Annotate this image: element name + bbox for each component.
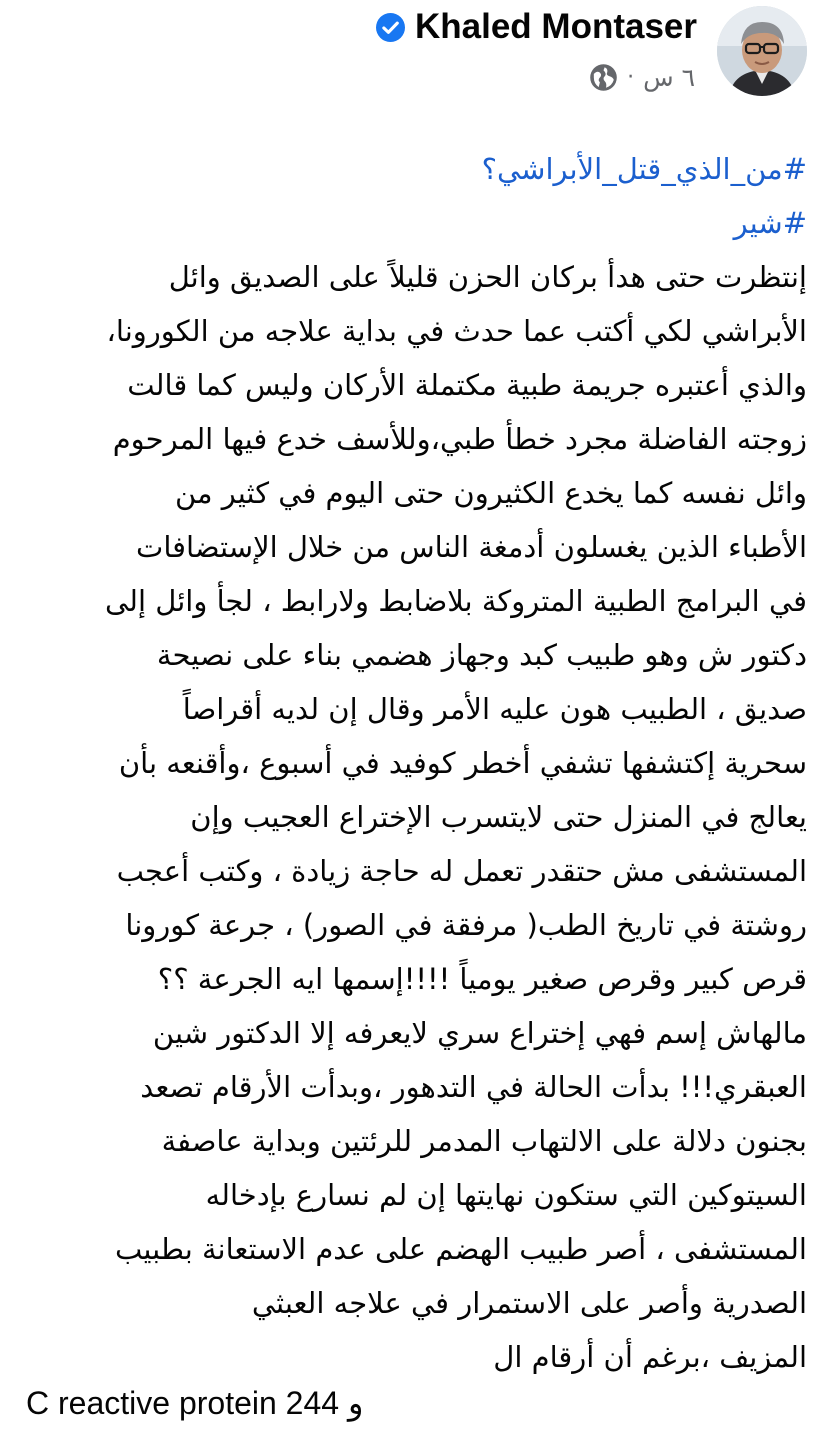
- post-text-line: صديق ، الطبيب هون عليه الأمر وقال إن لديه أقراصاً: [182, 692, 807, 726]
- avatar[interactable]: [717, 6, 807, 96]
- post-text-line: في البرامج الطبية المتروكة بلاضابط ولارابط ، لجأ وائل إلى: [104, 584, 807, 618]
- post-text-line: السيتوكين التي ستكون نهايتها إن لم نسارع بإدخاله: [205, 1178, 807, 1212]
- post-text-line: الصدرية وأصر على الاستمرار في علاجه العبثي: [251, 1286, 807, 1320]
- author-row: [376, 4, 697, 50]
- globe-icon[interactable]: [589, 63, 618, 92]
- post-timestamp[interactable]: ٦ س: [643, 62, 695, 92]
- post-text-line: دكتور ش وهو طبيب كبد وجهاز هضمي بناء على نصيحة: [156, 638, 807, 672]
- post-text-line: الأطباء الذين يغسلون أدمغة الناس من خلال الإستضافات: [136, 530, 807, 564]
- post-text-line: قرص كبير وقرص صغير يومياً !!!!إسمها ايه الجرعة ؟؟: [157, 962, 807, 996]
- post-header: [0, 0, 835, 110]
- post-meta: [589, 60, 695, 94]
- verified-badge-icon: [376, 13, 405, 42]
- post-text-line: روشتة في تاريخ الطب( مرفقة في الصور) ، جرعة كورونا: [125, 908, 807, 942]
- post-text-line: المستشفى مش حتقدر تعمل له حاجة زيادة ، وكتب أعجب: [116, 854, 807, 888]
- post-text-last-line-wrap: [28, 1384, 818, 1422]
- post-text-line: بجنون دلالة على الالتهاب المدمر للرئتين وبداية عاصفة: [161, 1124, 807, 1158]
- post-body: [17, 142, 807, 1384]
- meta-separator: ·: [627, 64, 635, 90]
- post-text-line: المستشفى ، أصر طبيب الهضم على عدم الاستعانة بطبيب: [114, 1232, 807, 1266]
- post-text-line: وائل نفسه كما يخدع الكثيرون حتى اليوم في كثير من: [174, 476, 807, 510]
- author-name[interactable]: Khaled Montaser: [415, 7, 697, 46]
- post-text-line: المزيف ،برغم أن أرقام ال: [493, 1340, 807, 1374]
- post-text-line: زوجته الفاضلة مجرد خطأ طبي،وللأسف خدع فيها المرحوم: [112, 422, 807, 456]
- post-text-line: العبقري!!! بدأت الحالة في التدهور ،وبدأت الأرقام تصعد: [140, 1070, 807, 1104]
- post-text-line: يعالج في المنزل حتى لايتسرب الإختراع العجيب وإن: [190, 800, 807, 834]
- post-text-line: الأبراشي لكي أكتب عما حدث في بداية علاجه من الكورونا،: [106, 314, 807, 348]
- post-text-line: إنتظرت حتى هدأ بركان الحزن قليلاً على الصديق وائل: [168, 260, 807, 294]
- post-text-line: مالهاش إسم فهي إختراع سري لايعرفه إلا الدكتور شين: [152, 1016, 807, 1050]
- post-text-line: C reactive protein 244 و: [26, 1385, 364, 1421]
- hashtag-link[interactable]: #من_الذي_قتل_الأبراشي؟: [481, 152, 807, 186]
- post-text-line: والذي أعتبره جريمة طبية مكتملة الأركان وليس كما قالت: [127, 368, 807, 402]
- post-text-line: سحرية إكتشفها تشفي أخطر كوفيد في أسبوع ،وأقنعه بأن: [118, 746, 807, 780]
- avatar-photo: [717, 6, 807, 96]
- hashtag-link[interactable]: #شير: [733, 206, 807, 240]
